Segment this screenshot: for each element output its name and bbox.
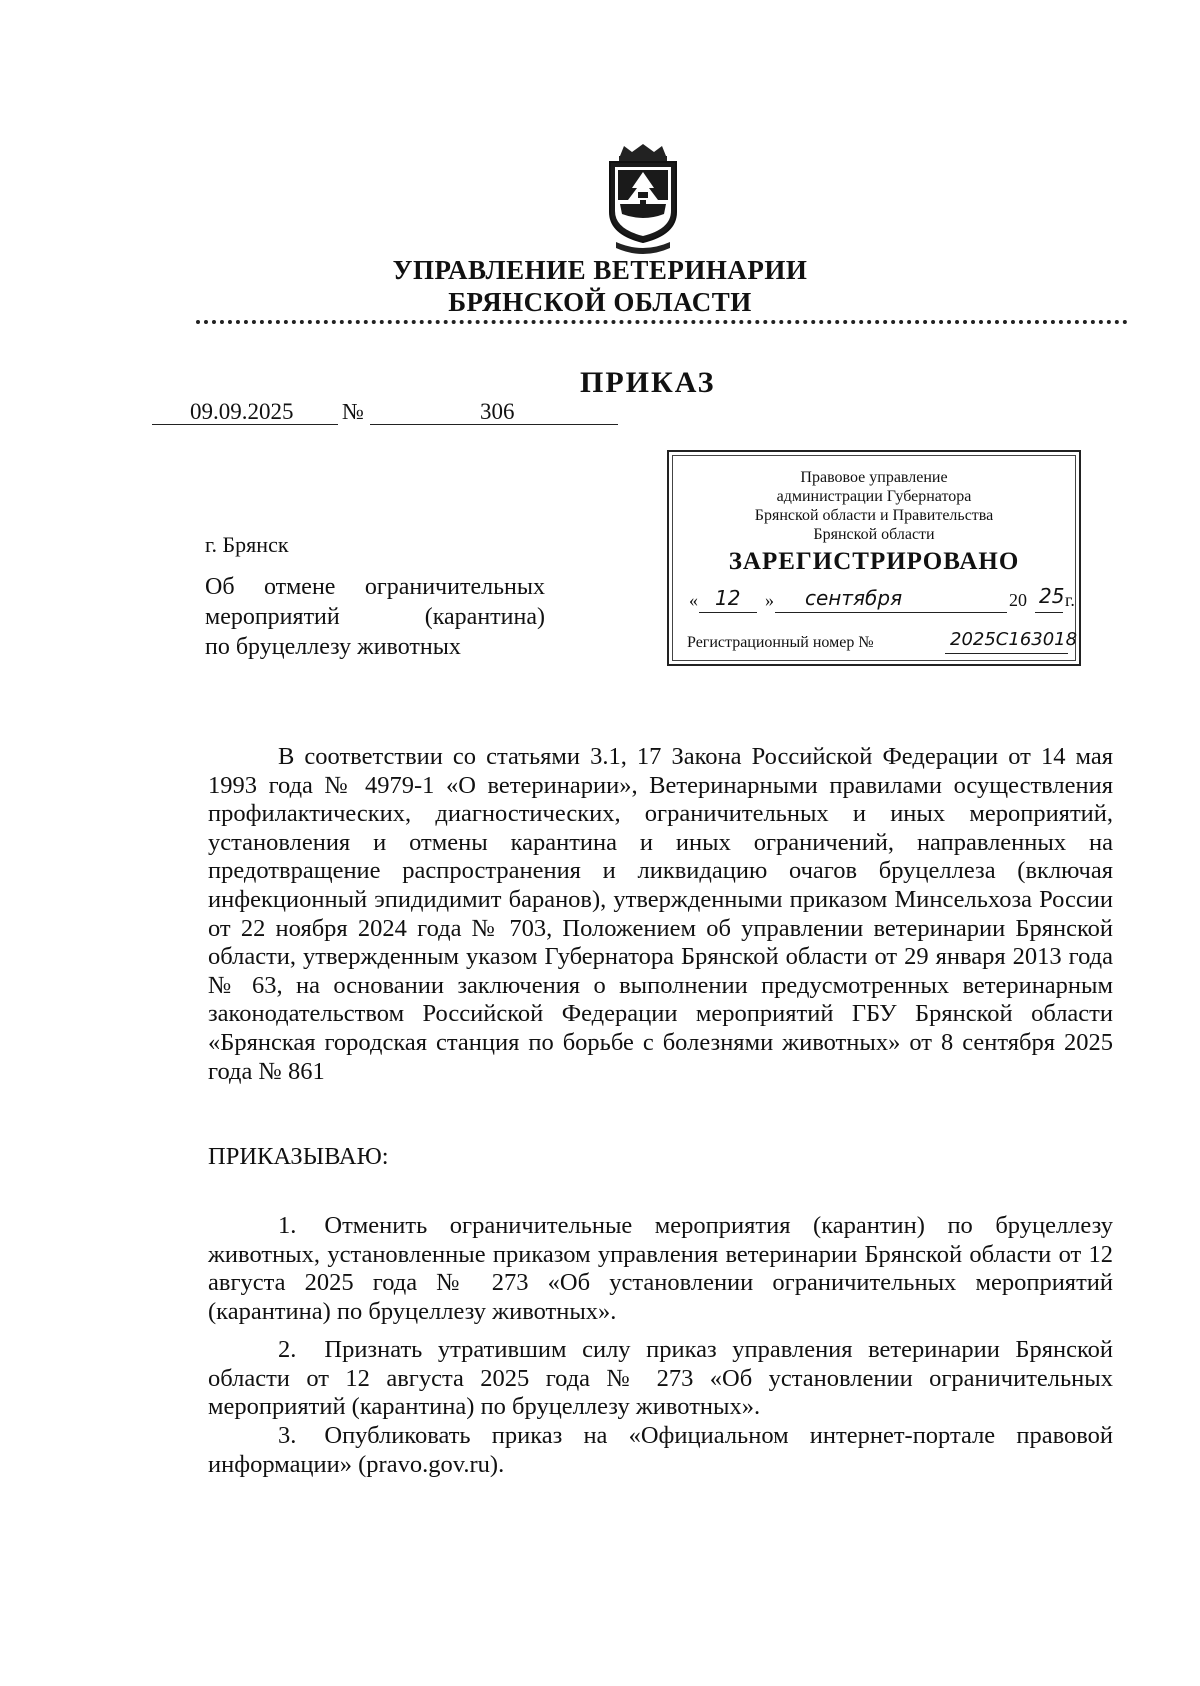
organization-name-line-2: БРЯНСКОЙ ОБЛАСТИ (448, 287, 752, 317)
order-item (208, 1212, 1113, 1326)
stamp-line-1: Правовое управление (800, 469, 948, 486)
stamp-status: ЗАРЕГИСТРИРОВАНО (728, 548, 1020, 575)
organization-name-line-1: УПРАВЛЕНИЕ ВЕТЕРИНАРИИ (392, 255, 808, 285)
stamp-day-underline (699, 612, 757, 613)
item-number: 2. (278, 1336, 297, 1363)
stamp-year-suffix: 25 (1039, 584, 1065, 608)
document-date: 09.09.2025 (190, 399, 294, 424)
document-number: 306 (480, 399, 515, 424)
stamp-day: 12 (715, 586, 741, 610)
order-item (208, 1336, 1113, 1422)
subject-line: по бруцеллезу животных (205, 634, 461, 660)
stamp-reg-underline (945, 653, 1068, 654)
subject-line: мероприятий (карантина) (205, 604, 545, 630)
stamp-line-2: администрации Губернатора (776, 488, 972, 505)
stamp-year-prefix: 20 (1009, 590, 1027, 610)
stamp-inner-frame (672, 455, 1076, 661)
order-item (208, 1422, 1113, 1479)
stamp-line-4: Брянской области (813, 526, 935, 543)
stamp-date (687, 584, 1075, 614)
stamp-reg-label: Регистрационный номер № (687, 634, 874, 651)
stamp-reg-number: 2025С163018 (950, 629, 1078, 650)
order-word: ПРИКАЗЫВАЮ: (208, 1143, 389, 1170)
intro-paragraph: В соответствии со статьями 3.1, 17 Закона Российской Федерации от 14 мая 1993 года № 4979-1 «О ветеринарии», Ветеринарными правилами осуществления профилактических, диагностических, ограничительных и иных мероприятий, установления и отмены карантина и иных ограничений, направленных на предотвращение распространения и ликвидацию очагов бруцеллеза (включая инфекционный эпидидимит баранов), утвержденными приказом Минсельхоза России от 22 ноября 2024 года № 703, Положением об управлении ветеринарии Брянской области, утвержденным указом Губернатора Брянской области от 29 января 2013 года № 63, на основании заключения о выполнении предусмотренных ветеринарным законодательством Российской Федерации мероприятий ГБУ Брянской области «Брянская городская станция по борьбе с болезнями животных» от 8 сентября 2025 года № 861 (208, 743, 1113, 1085)
stamp-quote-close: » (765, 590, 774, 610)
document-title: ПРИКАЗ (580, 366, 716, 399)
stamp-line-3: Брянской области и Правительства (754, 507, 994, 524)
document-subject (205, 572, 545, 662)
stamp-month-underline (775, 612, 1007, 613)
stamp-month: сентября (805, 586, 903, 610)
header-divider (196, 320, 1128, 324)
item-text: Отменить ограничительные мероприятия (карантин) по бруцеллезу животных, установленные приказом управления ветеринарии Брянской области от 12 августа 2025 года № 273 «Об установлении ограничительных мероприятий (карантина) по бруцеллезу животных». (208, 1212, 1113, 1325)
item-number: 3. (278, 1422, 297, 1449)
stamp-year-underline (1035, 612, 1063, 613)
item-text: Опубликовать приказ на «Официальном интернет-портале правовой информации» (pravo.gov.ru). (208, 1422, 1113, 1478)
number-sign: № (342, 399, 364, 424)
stamp-quote-open: « (689, 590, 698, 610)
city: г. Брянск (205, 532, 289, 557)
stamp-year-unit: г. (1065, 590, 1075, 610)
date-underline (152, 424, 338, 425)
coat-of-arms-icon (602, 142, 684, 254)
registration-stamp (667, 450, 1081, 666)
item-text: Признать утратившим силу приказ управления ветеринарии Брянской области от 12 августа 2025 года № 273 «Об установлении ограничительных мероприятий (карантина) по бруцеллезу животных». (208, 1336, 1113, 1421)
subject-line: Об отмене ограничительных (205, 574, 545, 600)
item-number: 1. (278, 1212, 297, 1239)
